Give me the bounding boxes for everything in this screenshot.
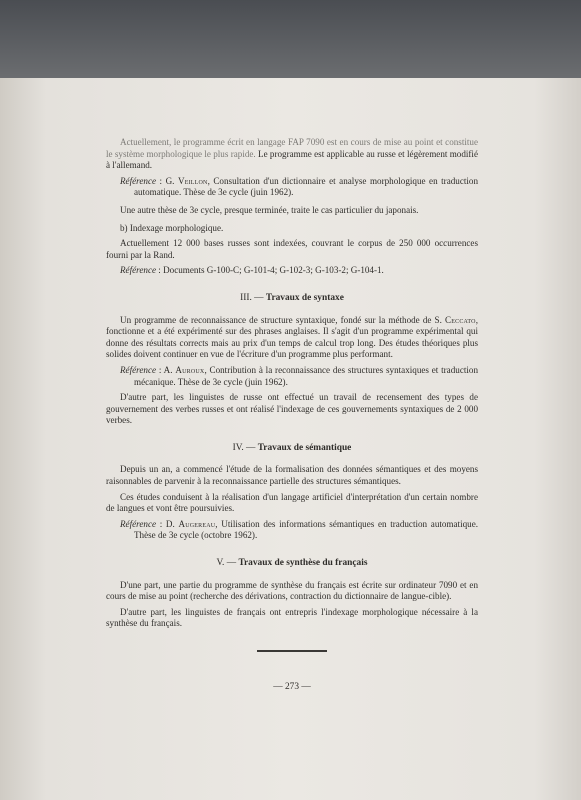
paragraph-syntax-program: Un programme de reconnaissance de structure syntaxique, fondé sur la méthode de S. Ceccato, fonctionne et a été expérimenté sur des phrases anglaises. Il s'agit d'un programme expérimental qui donne des résultats corrects mais au prix d'un temps de calcul trop long. Des études théoriques plus solides doivent continuer en vue de l'écriture d'un programme plus performant. bbox=[106, 314, 478, 360]
paragraph-russian-bases: Actuellement 12 000 bases russes sont indexées, couvrant le corpus de 250 000 occurrences fourni par la Rand. bbox=[106, 238, 478, 260]
item-b-indexing: b) Indexage morphologique. bbox=[120, 222, 224, 233]
page-content bbox=[106, 137, 478, 694]
end-rule bbox=[257, 650, 327, 652]
paragraph-japanese-thesis: Une autre thèse de 3e cycle, presque terminée, traite le cas particulier du japonais. bbox=[120, 204, 419, 215]
reference-auroux: Référence : A. Auroux, Contribution à la reconnaissance des structures syntaxiques et traduction mécanique. Thèse de 3e cycle (juin 1962). bbox=[120, 364, 478, 387]
section-heading-french-synthesis: V. — Travaux de synthèse du français bbox=[216, 558, 368, 569]
reference-veillon: Référence : G. Veillon, Consultation d'un dictionnaire et analyse morphologique en traduction automatique. Thèse de 3e cycle (juin 1962). bbox=[120, 175, 479, 198]
paragraph-artificial-language: Ces études conduisent à la réalisation d'un langage artificiel d'interprétation d'un certain nombre de langues et vont être poursuivies. bbox=[106, 491, 478, 514]
paragraph-synthesis-program: D'une part, une partie du programme de synthèse du français est écrite sur ordinateur 7090 et en cours de mise au point (recherche des dérivations, contraction du dictionnaire de langue-cible). bbox=[106, 579, 478, 602]
paragraph-russian-linguists: D'autre part, les linguistes de russe ont effectué un travail de recensement des types de gouvernement des verbes russes et ont réalisé l'indexage de ces gouvernements syntaxiques de 2 000 verbes. bbox=[106, 392, 478, 426]
paragraph-morphology-program: Actuellement, le programme écrit en langage FAP 7090 est en cours de mise au point et constitue le système morphologique le plus rapide. Le programme est applicable au russe et légèrement modifié à l'allemand. bbox=[106, 137, 478, 171]
paragraph-semantics-study: Depuis un an, a commencé l'étude de la formalisation des données sémantiques et des moyens raisonnables de parvenir à la reconnaissance partielle des structures sémantiques. bbox=[106, 464, 478, 487]
page-number: — 273 — bbox=[273, 682, 311, 692]
section-heading-syntax: III. — Travaux de syntaxe bbox=[240, 292, 344, 303]
reference-augereau: Référence : D. Augereau, Utilisation des informations sémantiques en traduction automatique. Thèse de 3e cycle (octobre 1962). bbox=[120, 518, 478, 541]
paragraph-french-linguists: D'autre part, les linguistes de français ont entrepris l'indexage morphologique nécessaire à la synthèse du français. bbox=[106, 606, 478, 629]
section-heading-semantics: IV. — Travaux de sémantique bbox=[232, 442, 352, 453]
reference-documents: Référence : Documents G-100-C; G-101-4; G-102-3; G-103-2; G-104-1. bbox=[120, 265, 384, 276]
scan-background-top bbox=[0, 0, 581, 78]
